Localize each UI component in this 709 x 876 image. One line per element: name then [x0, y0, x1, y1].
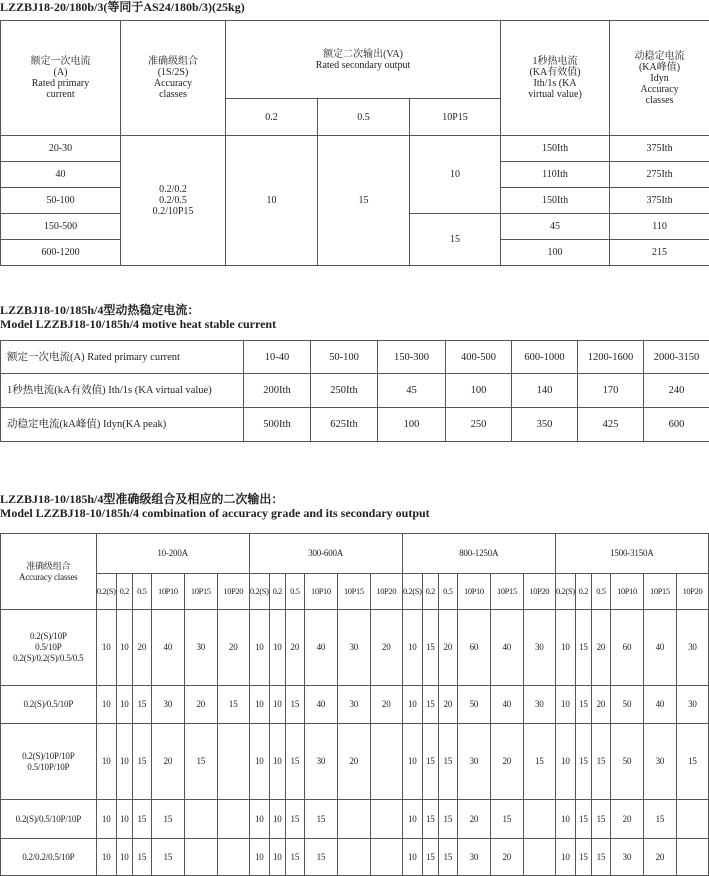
output-value: 15 [285, 839, 304, 876]
table-row [1, 686, 709, 724]
accuracy-combination-label: 0.2(S)/10P 0.5/10P 0.2(S)/0.2(S)/0.5/0.5 [1, 610, 97, 686]
output-value: 10 [269, 686, 285, 724]
dynamic-value: 100 [378, 408, 446, 442]
output-class-header: 10P15 [643, 574, 676, 610]
output-value [337, 800, 370, 839]
output-value: 10 [116, 839, 132, 876]
output-value [370, 724, 402, 800]
output-value: 10 [116, 610, 132, 686]
section3-title-en: Model LZZBJ18-10/185h/4 combination of accuracy grade and its secondary output [0, 506, 430, 520]
output-value: 20 [490, 839, 523, 876]
output-class-header: 0.2 [422, 574, 438, 610]
dynamic-value: 250 [446, 408, 512, 442]
output-value: 20 [184, 686, 217, 724]
output-value: 20 [591, 610, 610, 686]
output-value: 40 [151, 610, 184, 686]
output-value: 20 [591, 686, 610, 724]
output-value: 30 [676, 686, 708, 724]
rating-table [0, 20, 709, 266]
output-value: 15 [132, 724, 151, 800]
output-value: 10 [116, 724, 132, 800]
current-range-header: 800-1250A [402, 534, 555, 574]
output-value: 40 [304, 610, 337, 686]
output-value [676, 800, 708, 839]
output-value: 20 [457, 800, 490, 839]
thermal-cell: 100 [501, 240, 610, 266]
dynamic-cell: 215 [610, 240, 709, 266]
row-label-dynamic: 动稳定电流(kA峰值) Idyn(KA peak) [1, 408, 244, 442]
table-row [1, 800, 709, 839]
output-value: 30 [523, 686, 555, 724]
output-class-header: 10P10 [457, 574, 490, 610]
output-value: 10 [402, 686, 422, 724]
dynamic-cell: 275Ith [610, 162, 709, 188]
output-value: 10 [402, 724, 422, 800]
current-value: 600-1000 [512, 341, 578, 374]
output-value: 15 [422, 800, 438, 839]
output-value: 15 [132, 686, 151, 724]
output-value: 10 [269, 610, 285, 686]
table-row [1, 610, 709, 686]
output-value: 10 [555, 839, 575, 876]
output-value: 15 [438, 800, 457, 839]
output-value: 60 [457, 610, 490, 686]
thermal-value: 45 [378, 374, 446, 408]
output-value: 10 [96, 724, 116, 800]
output-value [184, 839, 217, 876]
output-value: 15 [422, 686, 438, 724]
output-10p15-bottom: 15 [410, 214, 501, 266]
output-value: 15 [490, 800, 523, 839]
output-value: 20 [610, 800, 643, 839]
current-value: 50-100 [311, 341, 378, 374]
accuracy-classes-header: 准确级组合 Accuracy classes [1, 534, 97, 610]
output-value: 10 [249, 724, 269, 800]
output-class-header: 10P15 [337, 574, 370, 610]
output-value: 15 [591, 800, 610, 839]
thermal-cell: 45 [501, 214, 610, 240]
output-class-header: 10P10 [151, 574, 184, 610]
output-value: 15 [575, 686, 591, 724]
accuracy-combination-label: 0.2(S)/10P/10P 0.5/10P/10P [1, 724, 97, 800]
output-value: 10 [402, 610, 422, 686]
output-value: 10 [269, 724, 285, 800]
output-value: 10 [555, 724, 575, 800]
output-value: 20 [217, 610, 249, 686]
output-value [523, 800, 555, 839]
output-value: 20 [490, 724, 523, 800]
output-value: 15 [304, 839, 337, 876]
row-label-thermal: 1秒热电流(kA有效值) Ith/1s (KA virtual value) [1, 374, 244, 408]
output-value: 15 [285, 724, 304, 800]
output-value: 10 [269, 839, 285, 876]
output-value: 10 [249, 610, 269, 686]
dynamic-cell: 110 [610, 214, 709, 240]
output-value: 30 [610, 839, 643, 876]
output-value: 30 [457, 839, 490, 876]
current-value: 400-500 [446, 341, 512, 374]
output-10p15-top: 10 [410, 136, 501, 214]
output-class-header: 0.2 [575, 574, 591, 610]
output-value: 15 [422, 610, 438, 686]
output-class-header: 0.2 [269, 574, 285, 610]
header-accuracy: 准确级组合 (1S/2S) Accuracy classes [121, 21, 226, 136]
output-class-header: 10P15 [184, 574, 217, 610]
accuracy-merged-cell: 0.2/0.2 0.2/0.5 0.2/10P15 [121, 136, 226, 266]
output-value: 10 [249, 800, 269, 839]
output-class-header: 0.5 [132, 574, 151, 610]
output-value: 15 [575, 724, 591, 800]
output-value: 15 [575, 800, 591, 839]
output-value: 40 [490, 686, 523, 724]
output-value [217, 724, 249, 800]
output-sub-header: 10P15 [410, 99, 501, 136]
output-value: 10 [96, 686, 116, 724]
output-value: 20 [438, 610, 457, 686]
accuracy-output-table [0, 533, 709, 876]
output-class-header: 0.2(S) [402, 574, 422, 610]
thermal-value: 250Ith [311, 374, 378, 408]
thermal-cell: 110Ith [501, 162, 610, 188]
header-primary-current: 额定一次电流 (A) Rated primary current [1, 21, 121, 136]
current-value: 150-300 [378, 341, 446, 374]
output-value: 20 [151, 724, 184, 800]
output-value: 50 [457, 686, 490, 724]
output-class-header: 0.2(S) [555, 574, 575, 610]
current-cell: 20-30 [1, 136, 121, 162]
output-value [523, 839, 555, 876]
output-value: 15 [304, 800, 337, 839]
output-class-header: 0.2(S) [96, 574, 116, 610]
output-class-header: 10P10 [610, 574, 643, 610]
section3-title-cn: LZZBJ18-10/185h/4型准确级组合及相应的二次输出： [0, 492, 283, 506]
output-class-header: 10P20 [217, 574, 249, 610]
output-value: 30 [337, 610, 370, 686]
current-value: 10-40 [244, 341, 311, 374]
output-value: 60 [610, 610, 643, 686]
header-dynamic-current: 动稳定电流 (KA峰值) Idyn Accuracy classes [610, 21, 709, 136]
output-value: 15 [438, 839, 457, 876]
current-cell: 150-500 [1, 214, 121, 240]
section2-title-en: Model LZZBJ18-10/185h/4 motive heat stable current [0, 317, 276, 331]
accuracy-combination-label: 0.2(S)/0.5/10P/10P [1, 800, 97, 839]
output-value: 15 [591, 839, 610, 876]
output-value: 10 [116, 686, 132, 724]
accuracy-combination-label: 0.2/0.2/0.5/10P [1, 839, 97, 876]
dynamic-value: 600 [644, 408, 709, 442]
thermal-value: 170 [578, 374, 644, 408]
output-value: 10 [402, 800, 422, 839]
output-02-cell: 10 [226, 136, 318, 266]
thermal-cell: 150Ith [501, 136, 610, 162]
output-value: 15 [285, 800, 304, 839]
output-class-header: 0.5 [591, 574, 610, 610]
output-class-header: 0.2 [116, 574, 132, 610]
output-value: 40 [643, 686, 676, 724]
output-value: 30 [643, 724, 676, 800]
output-value: 15 [285, 686, 304, 724]
output-value: 20 [285, 610, 304, 686]
output-value: 10 [555, 610, 575, 686]
output-sub-header: 0.5 [318, 99, 410, 136]
current-range-header: 300-600A [249, 534, 402, 574]
thermal-cell: 150Ith [501, 188, 610, 214]
current-cell: 600-1200 [1, 240, 121, 266]
output-value [184, 800, 217, 839]
output-value: 20 [643, 839, 676, 876]
thermal-value: 200Ith [244, 374, 311, 408]
output-value: 30 [457, 724, 490, 800]
output-value: 10 [249, 686, 269, 724]
output-value [676, 839, 708, 876]
output-value: 15 [422, 839, 438, 876]
output-value: 10 [116, 800, 132, 839]
dynamic-value: 350 [512, 408, 578, 442]
dynamic-value: 625Ith [311, 408, 378, 442]
header-thermal-current: 1秒热电流 (KA有效值) Ith/1s (KA virtual value) [501, 21, 610, 136]
output-05-cell: 15 [318, 136, 410, 266]
output-class-header: 10P20 [523, 574, 555, 610]
output-value: 15 [575, 610, 591, 686]
output-value: 30 [304, 724, 337, 800]
output-value: 50 [610, 724, 643, 800]
thermal-value: 140 [512, 374, 578, 408]
output-value: 10 [96, 610, 116, 686]
output-value: 30 [676, 610, 708, 686]
output-value: 20 [370, 686, 402, 724]
thermal-value: 100 [446, 374, 512, 408]
output-value [217, 800, 249, 839]
output-value: 10 [249, 839, 269, 876]
output-value: 15 [676, 724, 708, 800]
output-sub-header: 0.2 [226, 99, 318, 136]
section1-title: LZZBJ18-20/180b/3(等同于AS24/180b/3)(25kg) [0, 0, 245, 14]
accuracy-combination-label: 0.2(S)/0.5/10P [1, 686, 97, 724]
output-value: 40 [643, 610, 676, 686]
output-class-header: 0.5 [285, 574, 304, 610]
output-value: 15 [523, 724, 555, 800]
current-range-header: 1500-3150A [555, 534, 708, 574]
output-value [370, 839, 402, 876]
output-value [217, 839, 249, 876]
output-value: 15 [132, 839, 151, 876]
output-value: 15 [422, 724, 438, 800]
header-secondary-output: 额定二次输出(VA) Rated secondary output [226, 21, 501, 99]
output-value: 20 [438, 686, 457, 724]
output-value: 10 [96, 839, 116, 876]
output-value: 40 [490, 610, 523, 686]
current-cell: 40 [1, 162, 121, 188]
output-value: 15 [643, 800, 676, 839]
output-value: 30 [151, 686, 184, 724]
table-row [1, 839, 709, 876]
output-value: 15 [151, 839, 184, 876]
output-value: 10 [96, 800, 116, 839]
output-value: 15 [575, 839, 591, 876]
output-value: 20 [132, 610, 151, 686]
current-value: 1200-1600 [578, 341, 644, 374]
output-value: 10 [555, 686, 575, 724]
output-class-header: 0.2(S) [249, 574, 269, 610]
dynamic-value: 500Ith [244, 408, 311, 442]
output-class-header: 10P20 [370, 574, 402, 610]
stable-current-table [0, 340, 709, 442]
output-value: 40 [304, 686, 337, 724]
dynamic-cell: 375Ith [610, 188, 709, 214]
output-value: 30 [184, 610, 217, 686]
output-value: 10 [402, 839, 422, 876]
dynamic-value: 425 [578, 408, 644, 442]
output-value: 20 [370, 610, 402, 686]
dynamic-cell: 375Ith [610, 136, 709, 162]
current-cell: 50-100 [1, 188, 121, 214]
output-value: 50 [610, 686, 643, 724]
output-value [337, 839, 370, 876]
output-value [370, 800, 402, 839]
output-value: 10 [555, 800, 575, 839]
table-row [1, 724, 709, 800]
output-class-header: 10P15 [490, 574, 523, 610]
output-value: 30 [337, 686, 370, 724]
thermal-value: 240 [644, 374, 709, 408]
section2-title-cn: LZZBJ18-10/185h/4型动热稳定电流： [0, 303, 199, 317]
output-class-header: 10P20 [676, 574, 708, 610]
output-value: 15 [184, 724, 217, 800]
output-value: 10 [269, 800, 285, 839]
current-value: 2000-3150 [644, 341, 709, 374]
output-value: 15 [217, 686, 249, 724]
output-value: 15 [151, 800, 184, 839]
output-value: 20 [337, 724, 370, 800]
output-class-header: 10P10 [304, 574, 337, 610]
output-value: 15 [438, 724, 457, 800]
current-range-header: 10-200A [96, 534, 249, 574]
row-label-primary-current: 额定一次电流(A) Rated primary current [1, 341, 244, 374]
output-value: 30 [523, 610, 555, 686]
output-class-header: 0.5 [438, 574, 457, 610]
output-value: 15 [591, 724, 610, 800]
output-value: 15 [132, 800, 151, 839]
